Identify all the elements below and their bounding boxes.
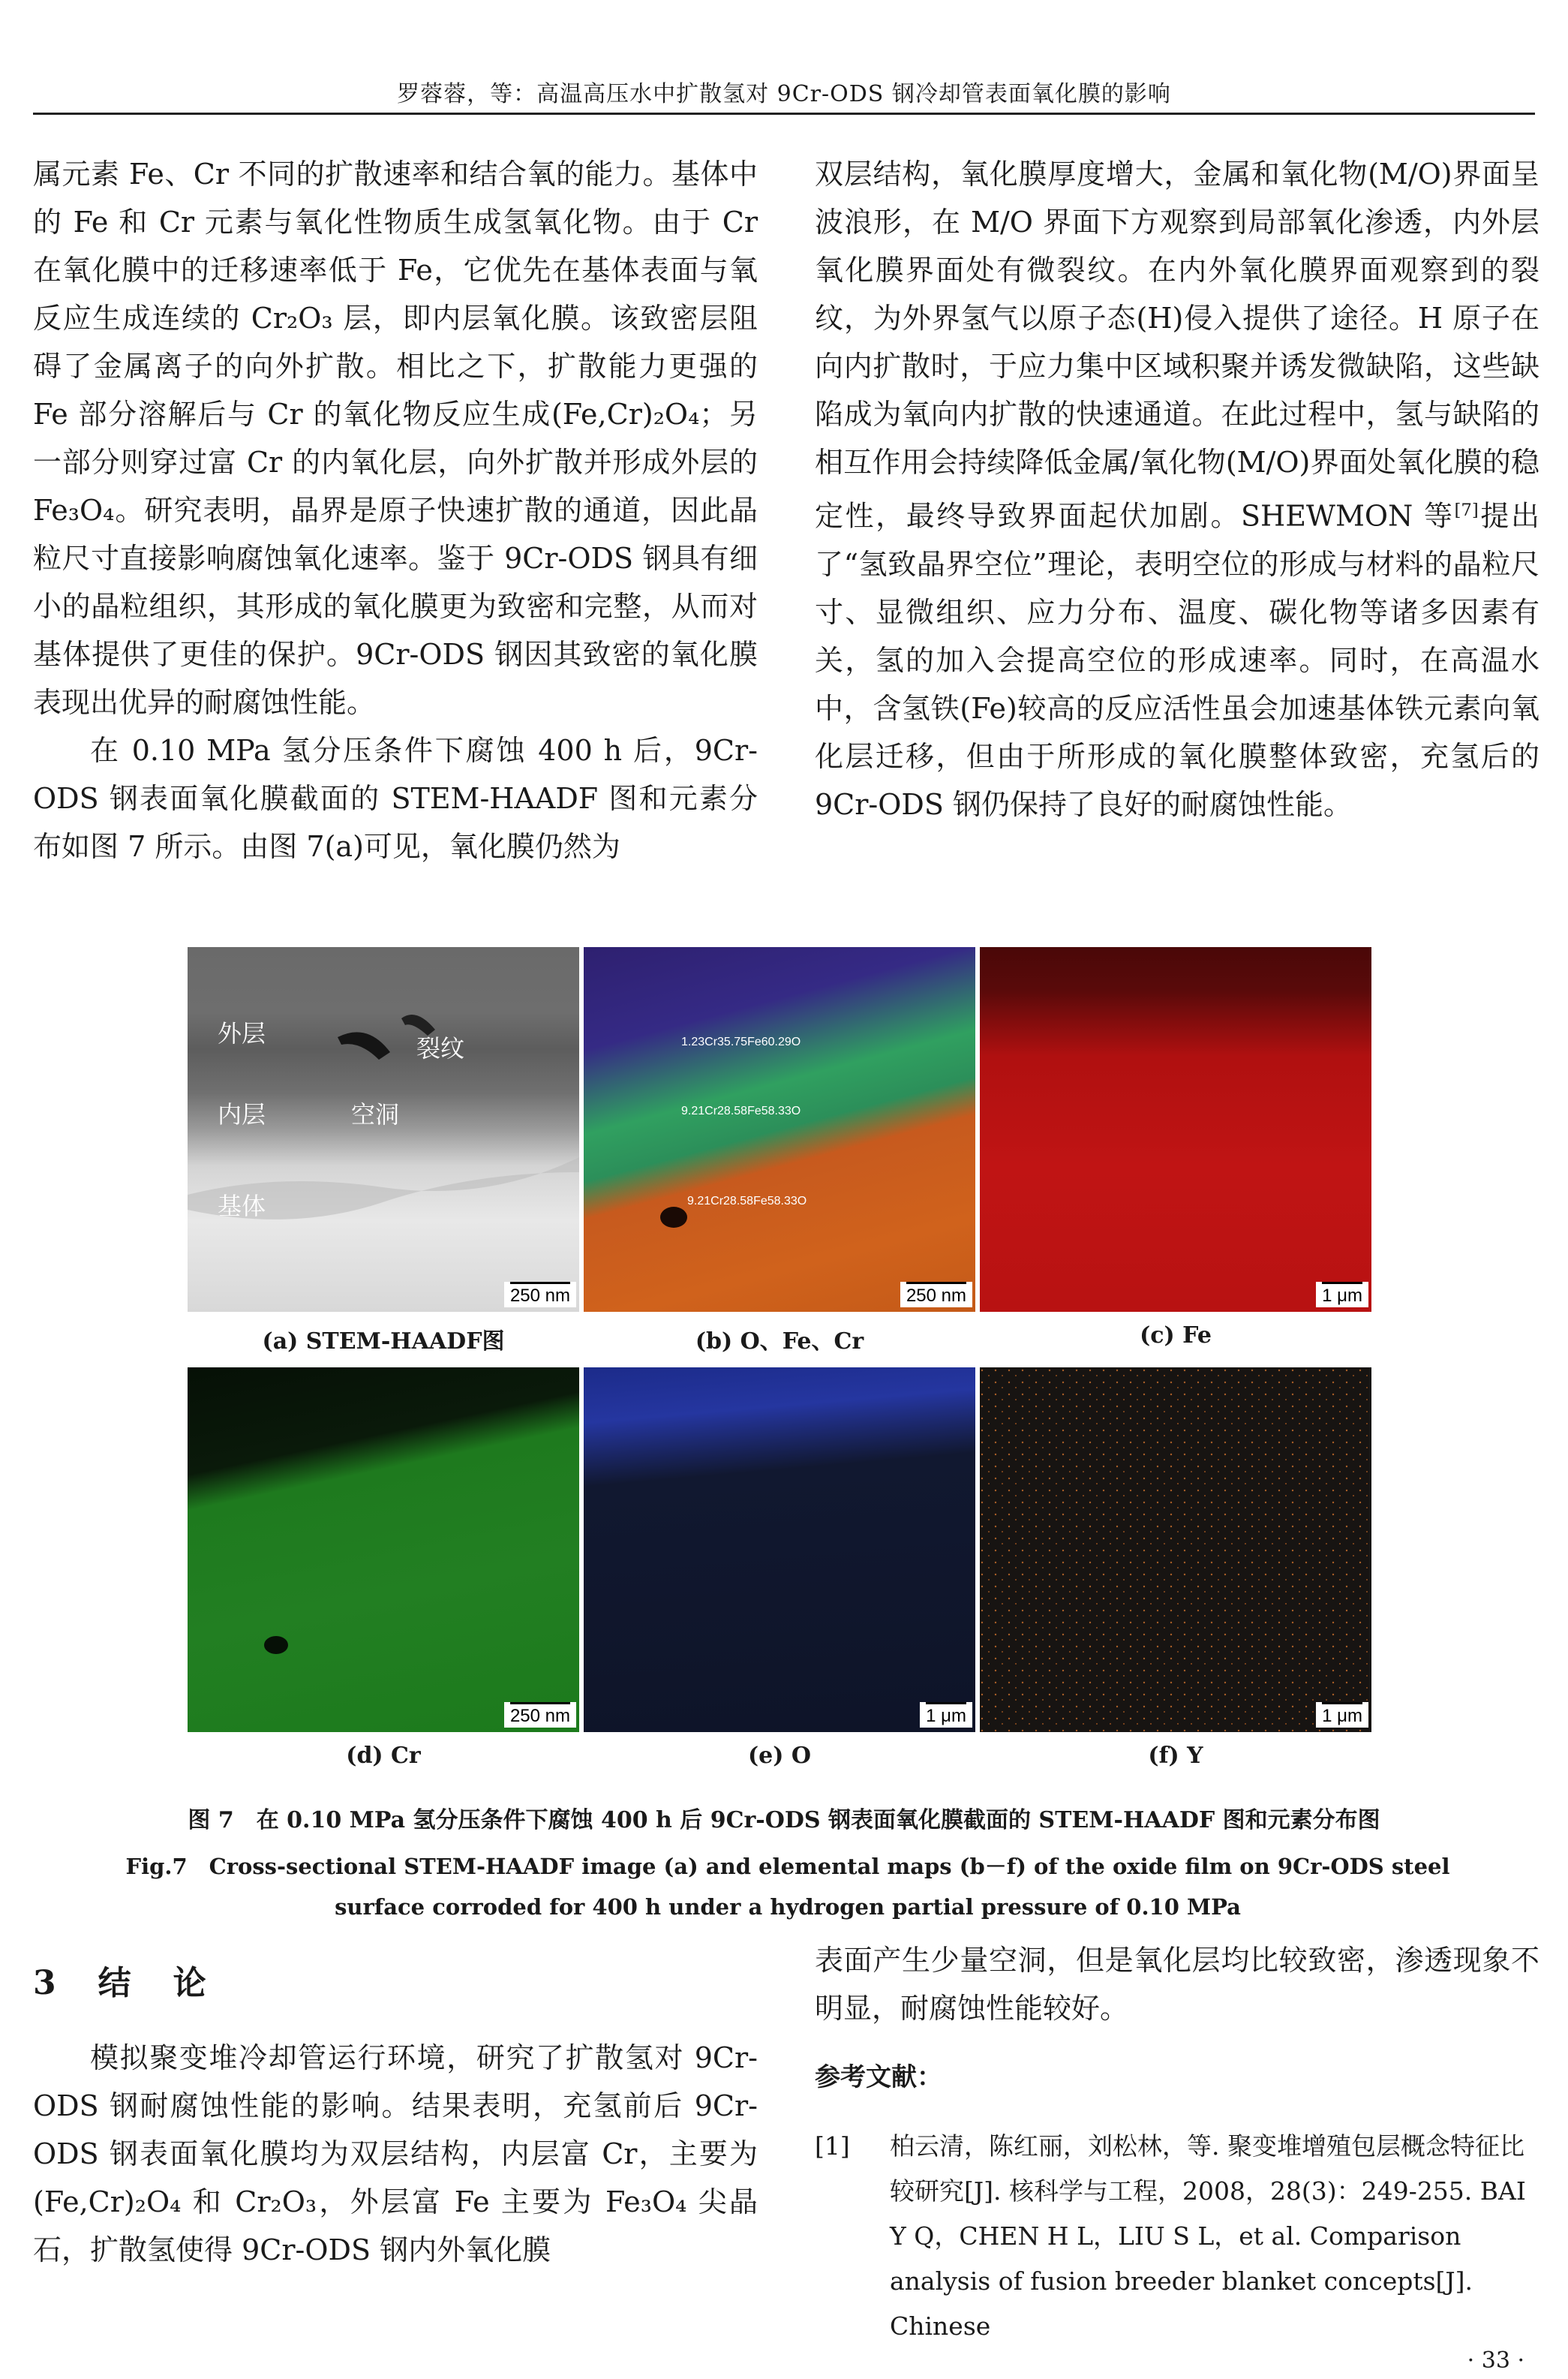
label-inner-layer: 内层 [218,1100,266,1129]
panel-e-o-map [584,1367,975,1732]
void-spot [660,1207,687,1228]
panel-f-y-map [980,1367,1371,1732]
running-title: 罗蓉蓉，等：高温高压水中扩散氢对 9Cr-ODS 钢冷却管表面氧化膜的影响 [397,81,1171,107]
paragraph-text: 双层结构，氧化膜厚度增大，金属和氧化物(M/O)界面呈波浪形，在 M/O 界面下方观察到局部氧化渗透，内外层氧化膜界面处有微裂纹。在内外氧化膜界面观察到的裂纹，为外界氢气以原子态(H)侵入提供了途径。H 原子在向内扩散时，于应力集中区域积聚并诱发微缺陷，这些缺陷成为氧向内扩散的快速通道。在此过程中，氢与缺陷的相互作用会持续降低金属/氧化物(M/O)界面处氧化膜的稳定性，最终导致界面起伏加剧。SHEWMON 等 [815,158,1539,533]
paragraph: 在 0.10 MPa 氢分压条件下腐蚀 400 h 后，9Cr-ODS 钢表面氧化膜截面的 STEM-HAADF 图和元素分布如图 7 所示。由图 7(a)可见，氧化膜仍然为 [33,734,758,863]
void-marker [584,947,975,1312]
conclusion-right [815,1936,1539,2032]
scale-bar: 1 μm [1316,1702,1368,1728]
section-heading: 3 结 论 [33,1964,211,2002]
panel-c-fe-map [980,947,1371,1312]
scale-bar: 1 μm [920,1702,972,1728]
paragraph: 模拟聚变堆冷却管运行环境，研究了扩散氢对 9Cr-ODS 钢耐腐蚀性能的影响。结果表明，充氢前后 9Cr-ODS 钢表面氧化膜均为双层结构，内层富 Cr，主要为(Fe,Cr)₂O₄ 和 Cr₂O₃，外层富 Fe 主要为 Fe₃O₄ 尖晶石，扩散氢使得 9Cr-ODS 钢内外氧化膜 [33,2041,758,2266]
panel-caption: (d) Cr [346,1743,421,1769]
scale-bar: 250 nm [504,1282,576,1307]
label-outer-layer: 外层 [218,1019,266,1048]
y-dots [980,1367,1371,1732]
page-number: · 33 · [1467,2347,1524,2374]
header-rule [33,113,1535,115]
panel-d-cr-map [188,1367,579,1732]
panel-caption: (c) Fe [1140,1322,1212,1349]
scale-bar: 1 μm [1316,1282,1368,1307]
panel-caption: (a) STEM-HAADF图 [262,1328,505,1355]
references-heading: 参考文献： [815,2062,942,2092]
panel-a-haadf-image [188,947,579,1312]
void-spot [264,1636,288,1654]
paragraph-text: 提出了“氢致晶界空位”理论，表明空位的形成与材料的晶粒尺寸、显微组织、应力分布、温度、碳化物等诸多因素有关，氢的加入会提高空位的形成速率。同时，在高温水中，含氢铁(Fe)较高的反应活性虽会加速基体铁元素向氧化层迁移，但由于所形成的氧化膜整体致密，充氢后的 9Cr-ODS 钢仍保持了良好的耐腐蚀性能。 [815,499,1539,821]
label-void: 空洞 [351,1100,400,1129]
panel-caption: (b) O、Fe、Cr [695,1328,864,1355]
figure-caption-chinese: 图 7 在 0.10 MPa 氢分压条件下腐蚀 400 h 后 9Cr-ODS 钢表面氧化膜截面的 STEM-HAADF 图和元素分布图 [188,1807,1380,1833]
scale-bar: 250 nm [900,1282,972,1307]
paragraph: 表面产生少量空洞，但是氧化层均比较致密，渗透现象不明显，耐腐蚀性能较好。 [815,1944,1539,2025]
right-column [815,150,1539,829]
crack-shape [338,1032,390,1060]
figure-7 [188,947,1388,1769]
conclusion-left [33,2034,758,2274]
paragraph [815,150,1539,829]
scale-bar: 250 nm [504,1702,576,1728]
figure-caption-english: Fig.7 Cross-sectional STEM-HAADF image (a) and elemental maps (b－f) of the oxide film on 9Cr-ODS steel surface corroded for 400 h under a hydrogen partial pressure of 0.10 MPa [125,1854,1450,1920]
panel-caption: (e) O [747,1743,812,1769]
panel-caption: (f) Y [1148,1743,1203,1769]
left-column [33,150,758,871]
label-crack: 裂纹 [416,1034,465,1063]
composition-label: 9.21Cr28.58Fe58.33O [681,1105,801,1117]
paragraph: 属元素 Fe、Cr 不同的扩散速率和结合氧的能力。基体中的 Fe 和 Cr 元素与氧化性物质生成氢氧化物。由于 Cr 在氧化膜中的迁移速率低于 Fe，它优先在基体表面与氧反应生成连续的 Cr₂O₃ 层，即内层氧化膜。该致密层阻碍了金属离子的向外扩散。相比之下，扩散能力更强的 Fe 部分溶解后与 Cr 的氧化物反应生成(Fe,Cr)₂O₄；另一部分则穿过富 Cr 的内氧化层，向外扩散并形成外层的 Fe₃O₄。研究表明，晶界是原子快速扩散的通道，因此晶粒尺寸直接影响腐蚀氧化速率。鉴于 9Cr-ODS 钢具有细小的晶粒组织，其形成的氧化膜更为致密和完整，从而对基体提供了更佳的保护。9Cr-ODS 钢因其致密的氧化膜表现出优异的耐腐蚀性能。 [33,158,758,719]
composition-label: 1.23Cr35.75Fe60.29O [681,1036,801,1048]
citation: [7] [1454,501,1479,520]
reference-text: 柏云清，陈红丽，刘松林，等. 聚变堆增殖包层概念特征比较研究[J]. 核科学与工程，2008，28(3)：249-255. BAI Y Q，CHEN H L，LIU S L，et al. Comparison analysis of fusion breeder blanket concepts[J]. Chinese [890,2131,1526,2341]
composition-label: 9.21Cr28.58Fe58.33O [687,1195,807,1208]
reference-item [815,2124,1539,2349]
reference-number: [1] [815,2131,850,2161]
panel-b-elemental-map [584,947,975,1312]
label-matrix: 基体 [218,1192,266,1220]
void-marker [188,1367,579,1732]
